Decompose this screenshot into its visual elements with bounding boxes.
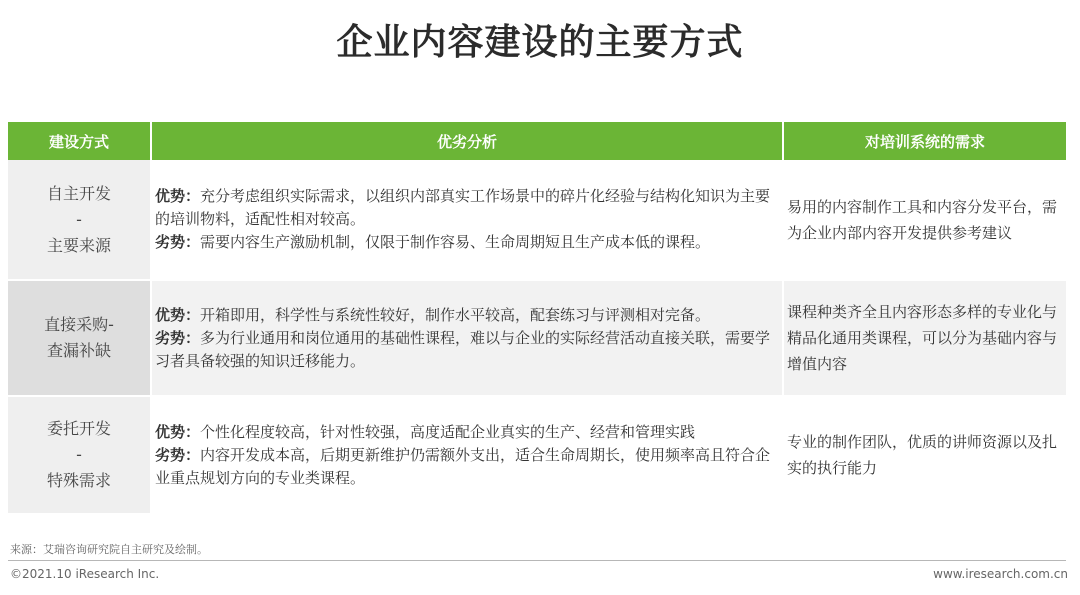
disadvantage-text	[155, 231, 782, 254]
header-method: 建设方式	[8, 122, 151, 160]
disadvantage-content: 需要内容生产激励机制，仅限于制作容易、生命周期短且生产成本低的课程。	[200, 233, 711, 251]
disadvantage-text	[155, 444, 782, 490]
method-cell	[8, 160, 151, 280]
disadvantage-content: 内容开发成本高，后期更新维护仍需额外支出，适合生命周期长，使用频率高且符合企业重点规划方向的专业类课程。	[155, 445, 771, 487]
method-cell	[8, 396, 151, 513]
advantage-text	[155, 304, 782, 327]
disadvantage-content: 多为行业通用和岗位通用的基础性课程，难以与企业的实际经营活动直接关联，需要学习者具备较强的知识迁移能力。	[155, 328, 771, 370]
method-line: 查漏补缺	[46, 341, 111, 360]
advantage-text	[155, 185, 782, 231]
analysis-cell	[151, 280, 783, 396]
source-footnote: 来源：艾瑞咨询研究院自主研究及绘制。	[10, 543, 208, 556]
table-header-row	[8, 122, 1066, 160]
construction-methods-table	[8, 122, 1066, 513]
method-line: 直接采购-	[44, 315, 114, 334]
advantage-label: 优势：	[155, 422, 201, 441]
disadvantage-text	[155, 327, 782, 373]
advantage-content: 开箱即用，科学性与系统性较好，制作水平较高，配套练习与评测相对完备。	[200, 305, 711, 324]
advantage-content: 充分考虑组织实际需求，以组织内部真实工作场景中的碎片化经验与结构化知识为主要的培训物料，适配性相对较高。	[155, 187, 771, 228]
advantage-label: 优势：	[155, 187, 201, 205]
header-demand: 对培训系统的需求	[783, 122, 1066, 160]
method-line: 委托开发	[46, 419, 111, 438]
method-cell	[8, 280, 151, 396]
analysis-cell	[151, 160, 783, 280]
table-row	[8, 396, 1066, 513]
demand-cell: 课程种类齐全且内容形态多样的专业化与精品化通用类课程，可以分为基础内容与增值内容	[783, 280, 1066, 396]
method-line: -	[76, 445, 82, 464]
advantage-label: 优势：	[155, 305, 201, 324]
disadvantage-label: 劣势：	[155, 445, 201, 464]
page-title: 企业内容建设的主要方式	[336, 22, 744, 63]
table-row	[8, 160, 1066, 280]
website-url: www.iresearch.com.cn	[933, 567, 1068, 581]
footer-divider	[8, 560, 1066, 561]
method-line: -	[76, 209, 82, 229]
copyright-text: ©2021.10 iResearch Inc.	[10, 567, 160, 581]
method-line: 自主开发	[46, 183, 111, 203]
demand-cell: 专业的制作团队，优质的讲师资源以及扎实的执行能力	[787, 433, 1058, 477]
advantage-text	[155, 421, 782, 444]
demand-cell: 易用的内容制作工具和内容分发平台，需为企业内部内容开发提供参考建议	[783, 160, 1066, 280]
analysis-cell	[151, 396, 783, 513]
disadvantage-label: 劣势：	[155, 328, 201, 347]
method-line: 主要来源	[46, 235, 111, 255]
advantage-content: 个性化程度较高，针对性较强，高度适配企业真实的生产、经营和管理实践	[200, 422, 696, 441]
header-analysis: 优劣分析	[151, 122, 783, 160]
table-row	[8, 280, 1066, 396]
method-line: 特殊需求	[46, 471, 111, 490]
disadvantage-label: 劣势：	[155, 233, 201, 251]
